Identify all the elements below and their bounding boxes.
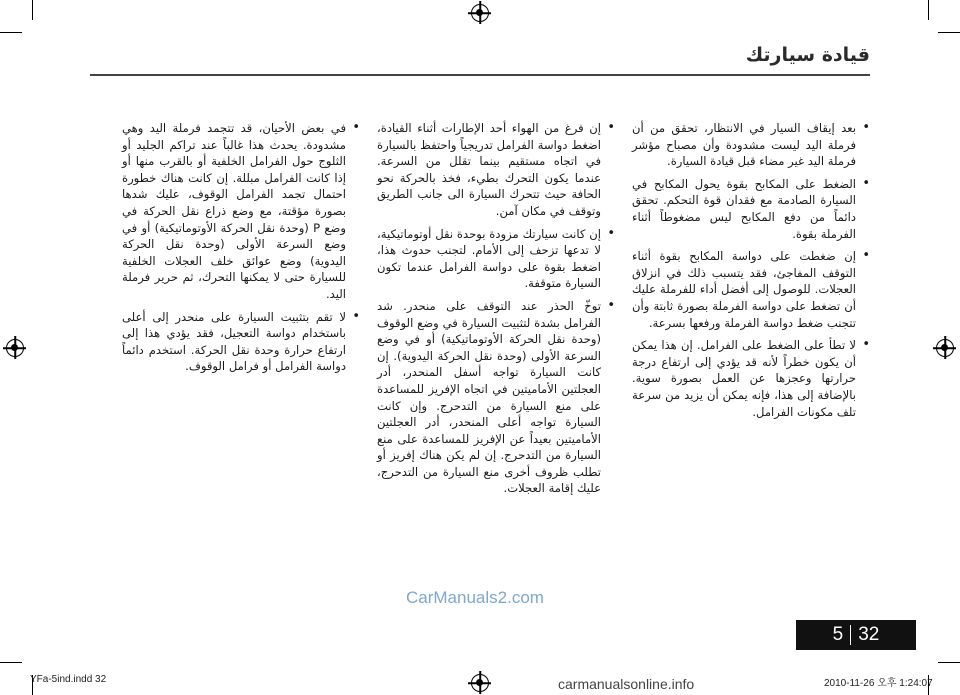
registration-mark-icon (471, 674, 489, 692)
registration-mark-icon (471, 4, 489, 22)
page-number: 32 (858, 624, 880, 645)
registration-mark-icon (936, 339, 954, 357)
bullet-item: • إن فرغ من الهواء أحد الإطارات أثناء القيادة، اضغط دواسة الفرامل تدريجياً واحتفظ بالسيارة في اتجاه مستقيم بينما تقلل من السرعة. عندما يكون التحرك بطيء، فخذ بالحركة نحو الحافة حيث تتحرك السيارة الى جانب الطريق وتوقف في مكان آمن. (377, 120, 615, 220)
crop-mark (928, 0, 929, 20)
text-column-1 (632, 120, 870, 426)
registration-mark-icon (6, 339, 24, 357)
bullet-item: • في بعض الأحيان، قد تتجمد فرملة اليد وهي مشدودة. يحدث هذا غالباً عند تراكم الجليد أو الثلوج حول الفرامل الخلفية أو بالقرب منها أو إذا كانت الفرامل مبللة. إن كانت هناك خطورة احتمال تجمد الفرامل الوقوف، عليك شدها بصورة مؤقتة، مع وضع ذراع نقل الحركة في وضع P (وحدة نقل الحركة الأوتوماتيكية) أو في وضع السرعة الأولى (وحدة نقل الحركة اليدوية) وضع عوائق خلف العجلات الخلفية للسيارة حتى لا يمكنها التحرك، ثم حرير فرملة اليد. (122, 120, 360, 303)
page-number-divider (850, 625, 851, 645)
text-column-2 (377, 120, 615, 503)
crop-mark (0, 662, 22, 663)
bullet-item: • إن ضغطت على دواسة المكابح بقوة أثناء التوقف المفاجئ، فقد يتسبب ذلك في انزلاق العجلات. للوصول إلى أفضل أداء للفرملة عليك أن تضغط على دواسة الفرملة بصورة ثابتة وأن تتجنب ضغط دواسة الفرملة ورفعها بسرعة. (632, 248, 870, 331)
bullet-item: • لا تقم بتثبيت السيارة على منحدر إلى أعلى باستخدام دواسة التعجيل، فقد يؤدي هذا إلى ارتفاع حرارة وحدة نقل الحركة. استخدم دائماً دواسة الفرامل أو فرامل الوقوف. (122, 309, 360, 375)
crop-mark (32, 0, 33, 20)
bullet-item: • توخّ الحذر عند التوقف على منحدر. شد الفرامل بشدة لتثبيت السيارة في وضع الوقوف (وحدة نقل الحركة الأوتوماتيكية) أو في وضع السرعة الأولى (وحدة نقل الحركة اليدوية). إن كانت السيارة تواجه أسفل المنحدر، أدر العجلتين الأماميتين في اتجاه الإفريز للمساعدة على منع السيارة من التدحرج. وإن كانت السيارة تواجه أعلى المنحدر، أدر العجلتين الأماميتين بعيداً عن الإفريز للمساعدة على منع السيارة من التدحرج. إن لم يكن هناك إفريز أو تطلب ظروف أخرى منع السيارة من التدحرج، عليك إقامة العجلات. (377, 298, 615, 497)
crop-mark (938, 662, 960, 663)
page-title: قيادة سيارتك (745, 44, 870, 66)
watermark-link[interactable]: CarManuals2.com (406, 588, 544, 607)
bullet-item: • بعد إيقاف السيار في الانتظار، تحقق من أن فرملة اليد ليست مشدودة وأن مصباح مؤشر فرملة اليد غير مضاء قبل قيادة السيارة. (632, 120, 870, 170)
chapter-number: 5 (832, 624, 844, 645)
bullet-item: • الضغط على المكابح بقوة يحول المكابح في السيارة الصادمة مع فقدان قوة التحكم. تحقق دائماً من دفع المكابح ليس مضغوطاً أثناء الفرملة بقوة. (632, 176, 870, 242)
header-divider (90, 74, 870, 76)
footer-timestamp: 2010-11-26 오후 1:24:07 (824, 678, 933, 689)
text-column-3 (122, 120, 360, 381)
footer-site: carmanualsonline.info (558, 676, 695, 692)
page-number-badge (796, 620, 916, 650)
crop-mark (938, 32, 960, 33)
bullet-item: • لا تطأ على الضغط على الفرامل. إن هذا يمكن أن يكون خطراً لأنه قد يؤدي إلى ارتفاع درجة حرارتها وعجزها عن العمل بصورة سوية. بالإضافة إلى هذا، فإنه يمكن أن يزيد من سرعة تلف مكونات الفرامل. (632, 337, 870, 420)
crop-mark (0, 32, 22, 33)
footer-filename: YFa-5ind.indd 32 (30, 674, 107, 685)
bullet-item: • إن كانت سيارتك مزودة بوحدة نقل أوتوماتيكية، لا تدعها تزحف إلى الأمام. لتجنب حدوث هذا، اضغط بقوة على دواسة الفرامل عندما تكون السيارة متوقفة. (377, 226, 615, 292)
